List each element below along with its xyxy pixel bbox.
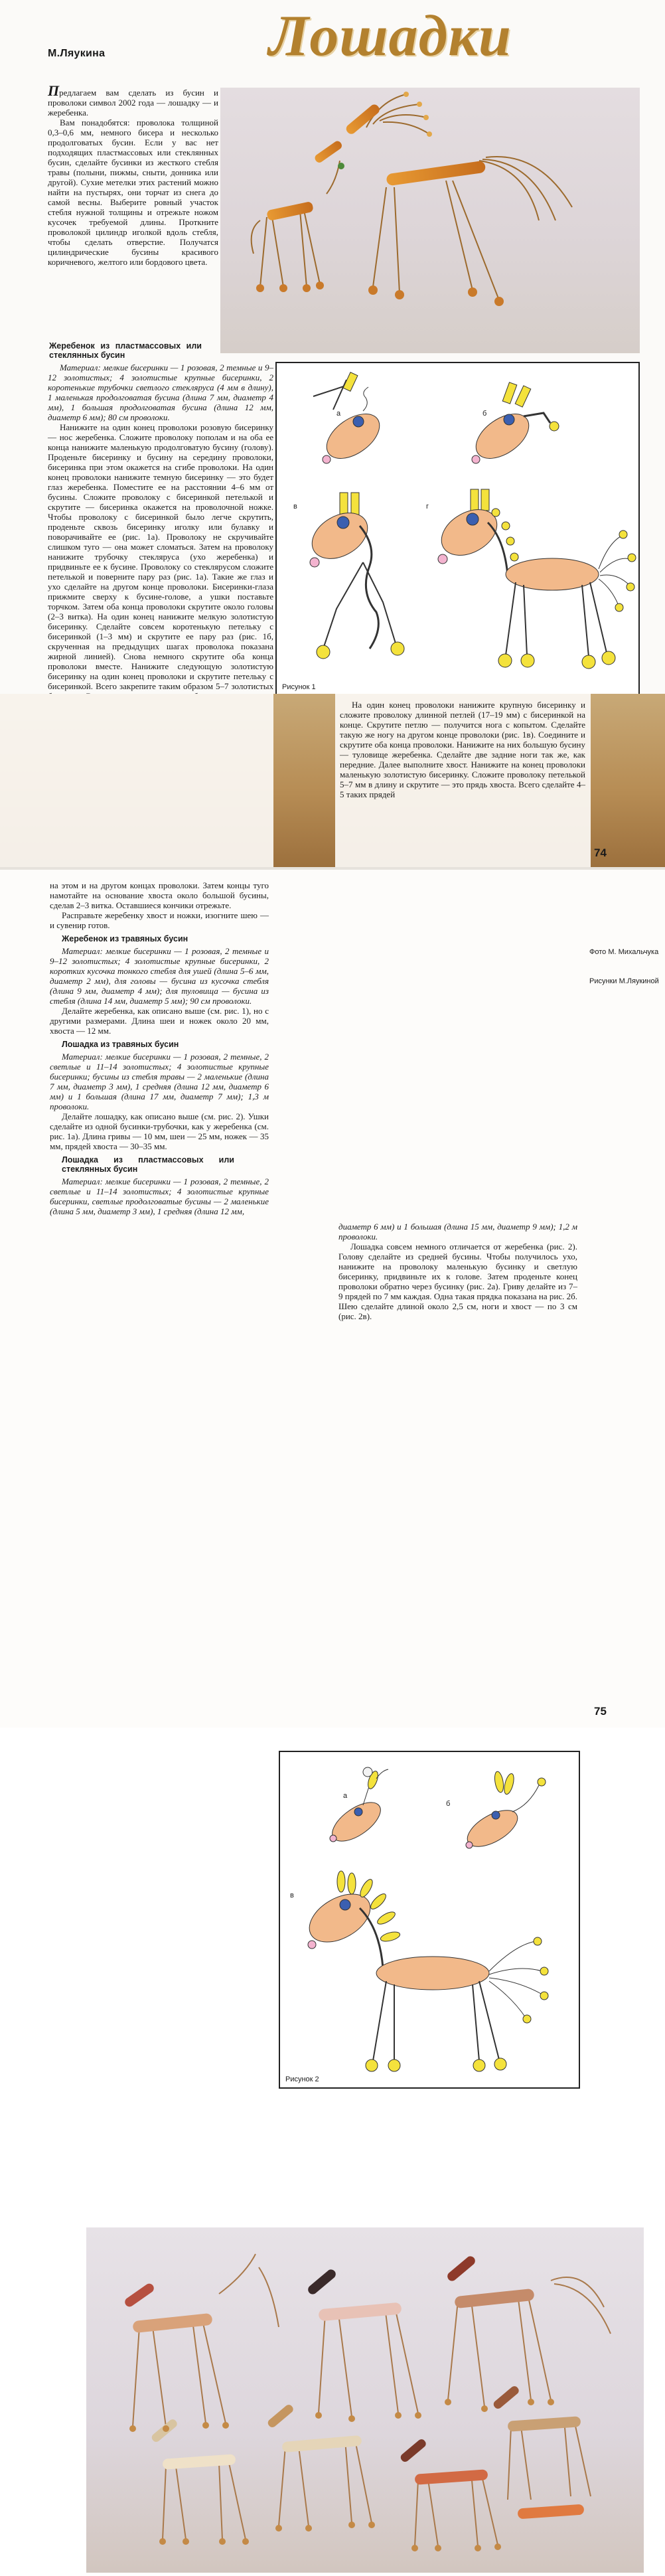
finish-paragraph: Расправьте жеребенку хвост и ножки, изогните шею — и сувенир готов. [50,910,269,930]
continuation-paragraph: на этом и на другом концах проволоки. Затем концы туго намотайте на основание хвоста около большой бусины, сделав 2–3 витка. Оставшиеся кончики отрежьте. [50,880,269,910]
figure-2-label-a: а [343,1792,348,1800]
section-heading: Жеребенок из пластмассовых или стеклянных бусин [49,341,202,360]
figure-2a [326,1767,388,1848]
photo-horse-and-foal [220,88,640,353]
text-backdrop-left [0,694,273,870]
text-horse-straw: Делайте лошадку, как описано выше (см. рис. 2). Ушки сделайте из одной бусинки-трубочки, как у жеребенка (см. рис. 1а). Длина гривы — 10 мм, шеи — 25 мм, ножек — 35 мм, прядей хвоста — 30–35 мм. [50,1111,269,1151]
figure-1-label-a: а [336,410,341,418]
author-name: М.Ляукина [48,48,106,59]
intro-paragraph: редлагаем вам сделать из бусин и проволоки символ 2002 года — лошадку — и жеребенка. [48,88,218,118]
materials-horse-straw: Материал: мелкие бисеринки — 1 розовая, 2 темные, 2 светлые и 11–14 золотистых; 4 золотистые крупные бисеринки; бусины из стебля травы — 2 маленькие (длина 7 мм, диаметр 3 мм), 1 средняя (длина 12 мм, диаметр 6 мм) и 1 большая (длина 17 мм, диаметр 7 мм); 1,3 м проволоки. [50,1052,269,1111]
heading-horse-plastic: Лошадка из пластмассовых или стеклянных бусин [62,1155,234,1174]
page-number-75: 75 [594,1705,607,1718]
figure-1 [275,362,640,696]
drawings-credit: Рисунки М.Ляукиной [589,977,659,985]
heading-horse-straw: Лошадка из травяных бусин [62,1040,179,1049]
figure-2 [279,1751,580,2089]
needs-paragraph: Вам понадобятся: проволока толщиной 0,3–0,6 мм, немного бисера и несколько продолговатых бусин. Если у вас нет подходящих пластмассовых или стеклянных бусин, сделайте бусинки из жесткого стебля травы (полыни, пижмы, сныти, донника или другой). Сухие метелки этих растений можно найти на пустырях, они торчат из снега до самой весны. Выберите ровный участок стебля нужной толщины и отрежьте ножом кусочек требуемой длины. Проткните проволокой цилиндр иголкой вдоль стебля, чтобы сделать отверстие. Получатся цилиндрические бусины красивого коричневого, желтого или бордового цвета. [48,118,218,267]
page2-left-column [50,880,269,1216]
figure-2b [462,1771,546,1854]
page-74 [0,0,665,870]
drop-cap: П [48,82,60,99]
materials-foal-straw: Материал: мелкие бисеринки — 1 розовая, 2 темные и 9–12 золотистых; 4 золотистые крупные бисеринки, 2 коротких кусочка тонкого стебля для ушей (длина 5–6 мм, диаметр 2 мм), для головы — бусина из кусочка стебля (длина 9 мм, диаметр 4 мм); для туловища — бусина из стебля (длина 14 мм, диаметр 5 мм); 90 см проволоки. [50,946,269,1006]
intro-text [48,82,218,267]
figure-1c [304,493,404,659]
instructions-paragraph: Нанижите на один конец проволоки розовую бисеринку — нос жеребенка. Сложите проволоку пополам и на оба ее конца нанижите маленькую продолговатую бусину (голову). Проденьте бисеринку и бусину на середину проволоки, бисеринка при этом окажется на сгибе проволоки. На один конец проволоки нанижите темную бисеринку — это будет глаз жеребенка. Поместите ее на расстоянии 4–6 мм от бусины. Сложите проволоку с бисеринкой петелькой и скрутите — бисеринка окажется на проволочной ножке. Чтобы проволоку с бисеринкой было легче скрутить, проденьте сквозь бисеринку иголку или булавку и поворачивайте ее (рис. 1а). Проволоку не скручивайте слишком туго — она может сломаться. Затем на проволоку нанижите трубочку стекляруса (ухо жеребенка) и придвиньте ее к бусине. Проволоку со стеклярусом сложите петелькой и поверните пару раз (рис. 1а). Такие же глаз и ухо сделайте на другом конце проволоки. Бисеринки-глаза прижмите сверху к бусине-голове, а ушки поставьте торчком. Затем оба конца проволоки скрутите около головы (2–3 витка). На один конец нанижите мелкую золотистую бисеринку. Сделайте совсем коротенькую петельку с бисеринкой (1–3 мм) и скрутите ее пару раз (рис. 1б, скрученная на предыдущих шагах проволока показана жирной линией). Снова немного скрутите оба конца проволоки вместе. Нанижите следующую золотистую бисеринку на один конец проволоки и скрутите петельку с бисеринкой. Всего закрепите таким образом 5–7 золотистых [48,422,273,691]
heading-foal-straw: Жеребенок из травяных бусин [62,934,188,943]
materials-paragraph: Материал: мелкие бисеринки — 1 розовая, 2 темные и 9–12 золотистых; 4 золотистые крупные бисеринки, 2 коротенькие трубочки светлого стекляруса (4 мм в длину), 1 маленькая продолговатая бусина (длина 7 мм, диаметр 4 мм), 1 большая продолговатая бусина (длина 12 мм, диаметр 6 мм); 80 см проволоки. [48,362,273,422]
page-title: Лошадки [269,4,512,68]
right-column-text [340,700,585,799]
text-foal-straw: Делайте жеребенка, как описано выше (см. рис. 1), но с другими размерами. Длина шеи и ножек около 20 мм, хвоста — 12 мм. [50,1006,269,1036]
page-75 [0,870,665,2083]
legs-tail-paragraph: На один конец проволоки нанижите крупную бисеринку и сложите проволоку длинной петлей (17–19 мм) с бисеринкой на конце. Скрутите петлю — получится нога с копытом. Сделайте такую же ногу на другом конце проволоки (рис. 1в). Соедините и скрутите оба конца проволоки. Нанижите на них большую бусину — туловище жеребенка. Сделайте две задние ноги так же, как передние. Далее выполните хвост. Нанижите на конец проволоки маленькую золотистую бисеринку. Сложите проволоку петелькой 5–7 мм в длину и скрутите — это прядь хвоста. Всего сделайте 4–5 таких прядей [340,700,585,799]
figure-2-label-c: в [290,1892,294,1899]
figure-2-caption: Рисунок 2 [285,2075,319,2083]
text-horse-plastic: Лошадка совсем немного отличается от жеребенка (рис. 2). Голову сделайте из средней бусины. Чтобы получилось ухо, нанижите на проволоку маленькую бусинку и светлую бисеринку, придвиньте их к голове. Затем проденьте конец проволоки обратно через бусинку (рис. 2а). Гриву делайте из 7–9 прядей по 7 мм каждая. Одна такая прядка показана на рис. 2б. Шею сделайте длиной около 2,5 см, ноги и хвост — по 3 см (рис. 2в). [338,1242,577,1321]
materials-horse-plastic: Материал: мелкие бисеринки — 1 розовая, 2 темные, 2 светлые и 11–14 золотистых; 4 золотистые крупные бисеринки, светлые продолговатые бусины — 2 маленькие (длина 5 мм, диаметр 3 мм), 1 средняя (длина 12 мм, [50,1176,269,1216]
figure-1-label-b: б [482,410,487,418]
figure-1d [433,489,636,669]
photo-credit: Фото М. Михальчука [589,948,659,956]
figure-1-caption: Рисунок 1 [282,683,316,691]
foal-plastic-section [48,337,273,721]
photo-bead-horses [86,2227,644,2573]
page2-right-column [338,1222,577,1321]
figure-1-label-c: в [293,503,297,511]
figure-2-label-b: б [446,1800,451,1808]
figure-2c [301,1871,548,2071]
figure-1a [313,372,388,467]
materials-horse-plastic-cont: диаметр 6 мм) и 1 большая (длина 15 мм, диаметр 9 мм); 1,2 м проволоки. [338,1222,577,1242]
page-number-74: 74 [594,846,607,859]
figure-1-label-d: г [426,503,429,511]
figure-1b [468,382,559,467]
